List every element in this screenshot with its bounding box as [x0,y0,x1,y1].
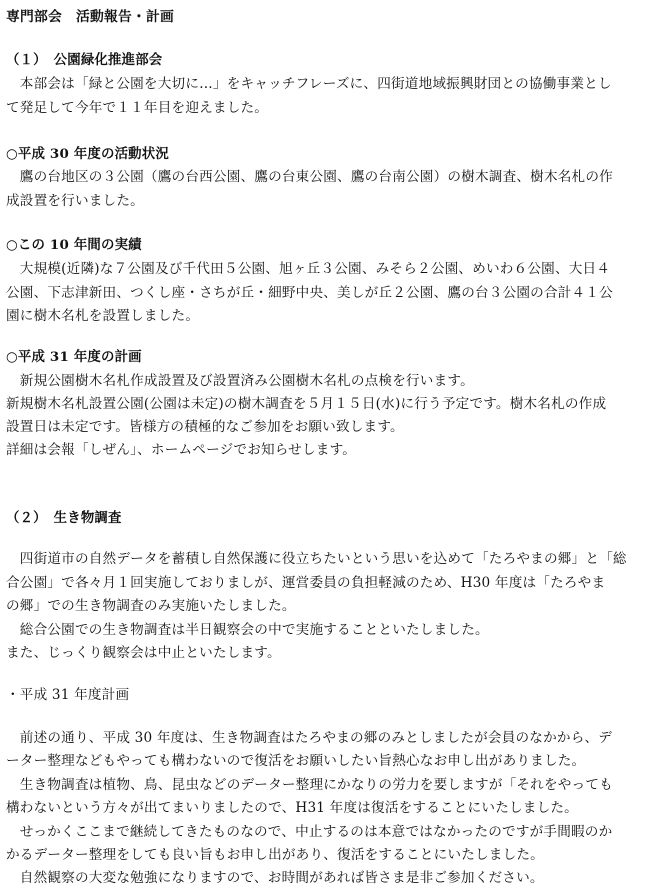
section2-intro-line-3: の郷」での生き物調査のみ実施いたしました。 [6,598,296,614]
decade-results-line-2: 公園、下志津新田、つくし座・さちが丘・細野中央、美しが丘２公園、鷹の台３公園の合計４１公 [6,285,613,301]
section2-plan-line-1: 前述の通り、平成 30 年度は、生き物調査はたろやまの郷のみとしましたが会員のなかから、デ [6,730,613,746]
h31-plan-line-2: 新規樹木名札設置公園(公園は未定)の樹木調査を５月１５日(水)に行う予定です。樹木名札の作成 [6,396,607,412]
document-title: 専門部会 活動報告・計画 [6,9,174,25]
section1-heading: （１） 公園緑化推進部会 [6,52,163,68]
section1-intro-line-1: 本部会は「緑と公園を大切に…」をキャッチフレーズに、四街道地域振興財団との協働事業とし [6,76,612,92]
section2-intro-line-4: 総合公園での生き物調査は半日観察会の中で実施することといたしました。 [6,622,489,638]
section2-plan-line-3: 生き物調査は植物、鳥、昆虫などのデーター整理にかなりの労力を要しますが「それをやっても [6,777,613,793]
h30-activity-line-1: 鷹の台地区の３公園（鷹の台西公園、鷹の台東公園、鷹の台南公園）の樹木調査、樹木名札の作 [6,169,613,185]
h31-plan-heading: ○平成 31 年度の計画 [6,349,142,365]
section2-plan-line-4: 構わないという方々が出てまいりましたので、H31 年度は復活をすることにいたしました。 [6,800,578,816]
h31-plan-line-4: 詳細は会報「しぜん」、ホームページでお知らせします。 [6,442,357,458]
h31-plan-line-3: 設置日は未定です。皆様方の積極的なご参加をお願い致します。 [6,419,404,435]
section2-plan-line-7: 自然観察の大変な勉強になりますので、お時間があれば皆さま是非ご参加ください。 [6,870,544,886]
section2-plan-line-2: ーター整理などもやっても構わないので復活をお願いしたい旨熱心なお申し出がありました。 [6,753,586,769]
decade-results-line-1: 大規模(近隣)な７公園及び千代田５公園、旭ヶ丘３公園、みそら２公園、めいわ６公園、大日４ [6,261,611,277]
section2-intro-line-1: 四街道市の自然データを蓄積し自然保護に役立ちたいという思いを込めて「たろやまの郷」と「総 [6,551,627,567]
section2-intro-line-2: 合公園」で各々月１回実施しておりましが、運営委員の負担軽減のため、H30 年度は「たろやま [6,575,606,591]
section2-intro-line-5: また、じっくり観察会は中止といたします。 [6,645,281,661]
h31-plan-line-1: 新規公園樹木名札作成設置及び設置済み公園樹木名札の点検を行います。 [6,373,474,389]
section2-plan-heading: ・平成 31 年度計画 [6,687,130,703]
section2-heading: （２） 生き物調査 [6,510,122,526]
h30-activity-heading: ○平成 30 年度の活動状況 [6,146,169,162]
section1-intro-line-2: て発足して今年で１１年目を迎えました。 [6,100,269,116]
section2-plan-line-5: せっかくここまで継続してきたものなので、中止するのは本意ではなかったのですが手間暇のか [6,824,613,840]
decade-results-heading: ○この 10 年間の実績 [6,237,142,253]
h30-activity-line-2: 成設置を行いました。 [6,193,144,209]
decade-results-line-3: 園に樹木名札を設置しました。 [6,308,200,324]
section2-plan-line-6: かるデーター整理をしても良い旨もお申し出があり、復活をすることにいたしました。 [6,847,544,863]
